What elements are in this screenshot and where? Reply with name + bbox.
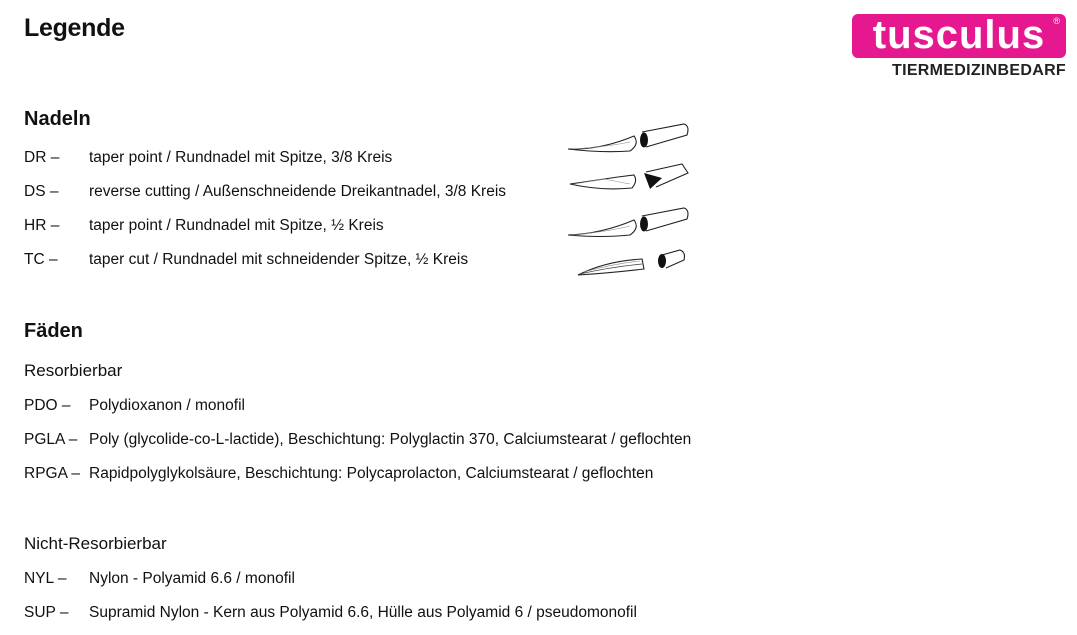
tusculus-logo	[852, 14, 1066, 80]
thread-code: PDO –	[24, 397, 71, 414]
needle-code: HR –	[24, 217, 60, 234]
thread-code: SUP –	[24, 604, 69, 621]
thread-desc: Poly (glycolide-co-L-lactide), Beschichtung: Polyglactin 370, Calciumstearat / geflochten	[89, 431, 692, 448]
taper-point-needle-icon	[566, 122, 692, 154]
page-title: Legende	[24, 14, 125, 42]
logo-subtitle: TIERMEDIZINBEDARF	[892, 62, 1066, 79]
needle-desc: reverse cutting / Außenschneidende Dreikantnadel, 3/8 Kreis	[89, 183, 507, 200]
logo-registered-mark: ®	[1053, 16, 1061, 26]
thread-code: PGLA –	[24, 431, 78, 448]
needles-heading: Nadeln	[24, 108, 91, 130]
non-absorbable-heading: Nicht-Resorbierbar	[24, 534, 167, 553]
thread-desc: Supramid Nylon - Kern aus Polyamid 6.6, Hülle aus Polyamid 6 / pseudomonofil	[89, 604, 637, 621]
needle-code: TC –	[24, 251, 58, 268]
taper-cut-needle-icon	[566, 247, 692, 279]
needle-desc: taper point / Rundnadel mit Spitze, 3/8 Kreis	[89, 149, 393, 166]
threads-heading: Fäden	[24, 320, 83, 342]
thread-desc: Nylon - Polyamid 6.6 / monofil	[89, 570, 295, 587]
taper-point-needle-icon	[566, 206, 692, 238]
needle-code: DR –	[24, 149, 60, 166]
logo-brand: tusculus	[872, 13, 1046, 57]
needle-desc: taper cut / Rundnadel mit schneidender Spitze, ½ Kreis	[89, 251, 469, 268]
thread-desc: Polydioxanon / monofil	[89, 397, 245, 414]
thread-code: RPGA –	[24, 465, 80, 482]
thread-desc: Rapidpolyglykolsäure, Beschichtung: Polycaprolacton, Calciumstearat / geflochten	[89, 465, 654, 482]
needle-desc: taper point / Rundnadel mit Spitze, ½ Kreis	[89, 217, 384, 234]
logo-box	[852, 14, 1066, 58]
reverse-cutting-needle-icon	[566, 160, 692, 192]
absorbable-heading: Resorbierbar	[24, 361, 123, 380]
needle-code: DS –	[24, 183, 59, 200]
thread-code: NYL –	[24, 570, 67, 587]
